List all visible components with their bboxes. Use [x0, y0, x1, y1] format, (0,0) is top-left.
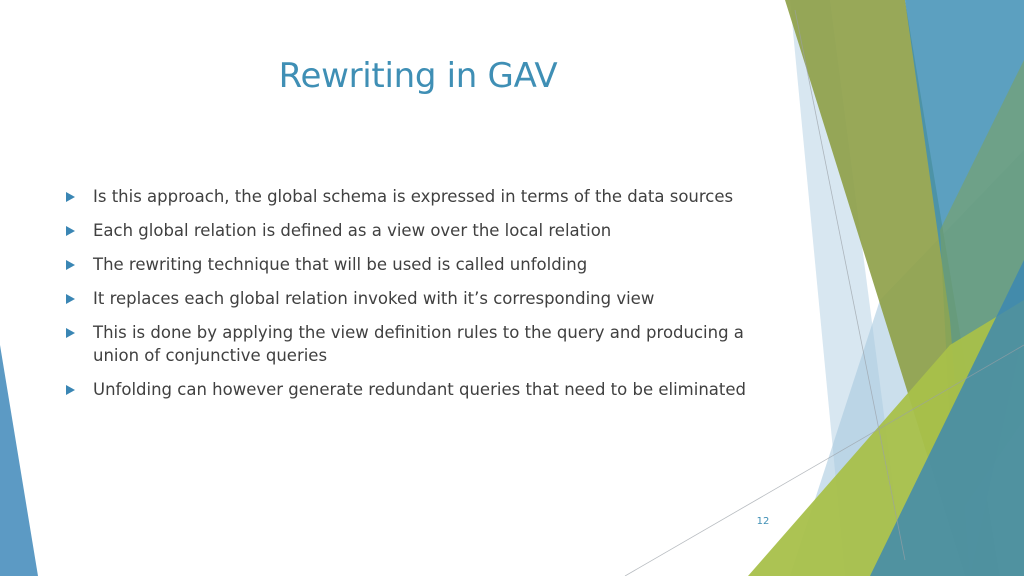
list-item: [64, 185, 784, 208]
right-triangle-icon: [66, 226, 75, 236]
right-triangle-icon: [66, 328, 75, 338]
left-edge-shape: [0, 345, 38, 576]
list-item: [64, 321, 784, 367]
bullet-list: [64, 185, 784, 412]
bullet-text: Unfolding can however generate redundant queries that need to be eliminated: [93, 380, 746, 399]
right-triangle-icon: [66, 385, 75, 395]
list-item: [64, 287, 784, 310]
list-item: [64, 378, 784, 401]
right-triangle-icon: [66, 260, 75, 270]
right-triangle-icon: [66, 294, 75, 304]
slide-number: 12: [756, 516, 770, 527]
list-item: [64, 219, 784, 242]
bullet-text: Each global relation is defined as a view over the local relation: [93, 221, 612, 240]
list-item: [64, 253, 784, 276]
right-triangle-icon: [66, 192, 75, 202]
slide-title: Rewriting in GAV: [278, 56, 558, 96]
bullet-text: This is done by applying the view definition rules to the query and producing a union of conjunctive queries: [93, 323, 744, 365]
bullet-text: The rewriting technique that will be used is called unfolding: [93, 255, 588, 274]
bullet-text: It replaces each global relation invoked with it’s corresponding view: [93, 289, 655, 308]
bullet-text: Is this approach, the global schema is expressed in terms of the data sources: [93, 187, 734, 206]
